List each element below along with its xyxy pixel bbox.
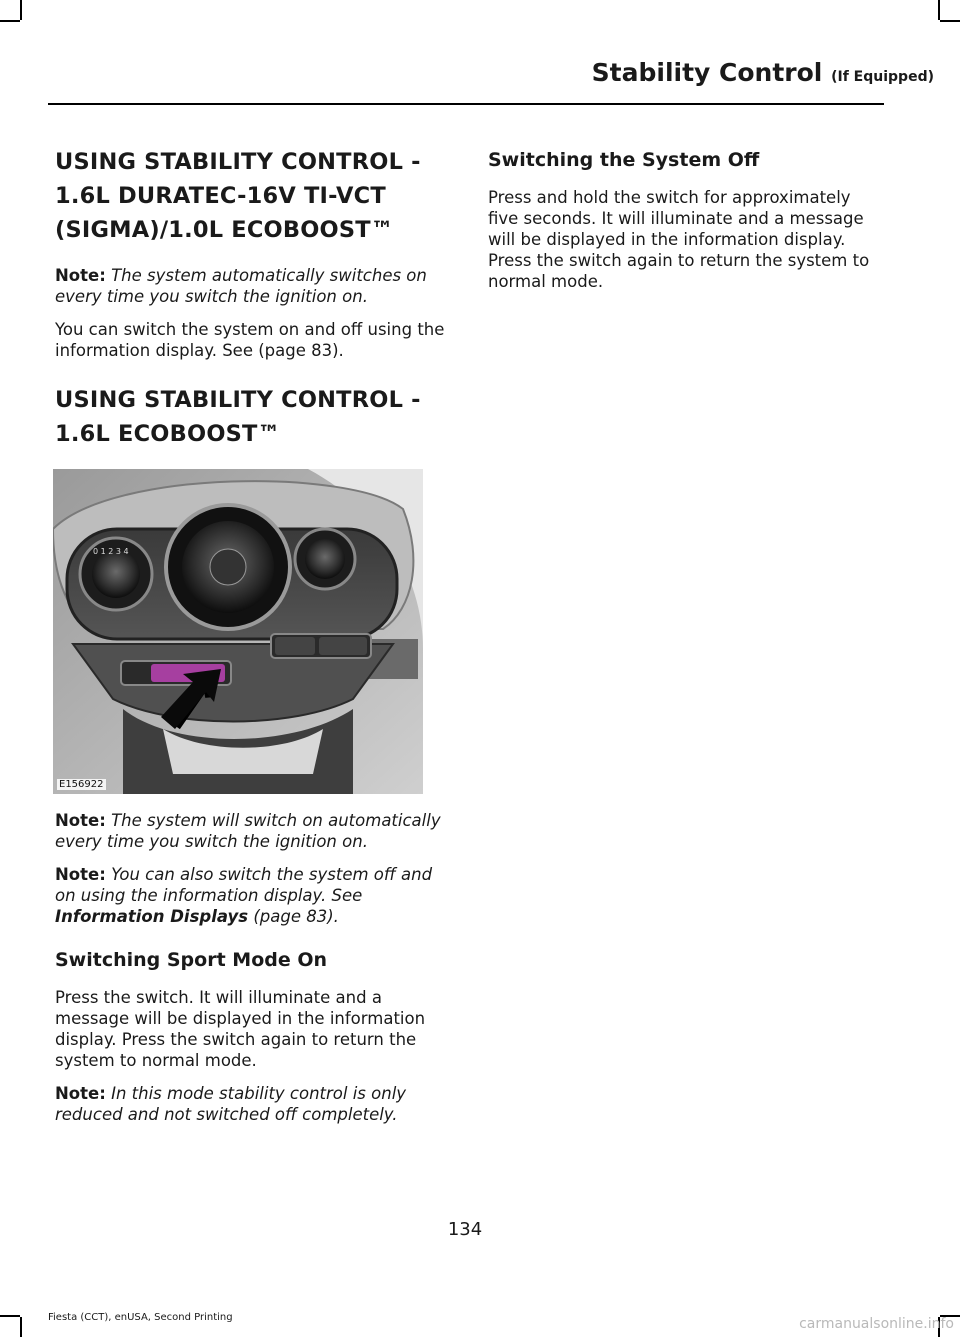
watermark: carmanualsonline.info [799,1316,954,1332]
note-auto-on [55,265,450,307]
information-displays-link[interactable]: Information Displays [55,907,249,926]
section-heading-system-off: Switching the System Off [488,149,760,171]
note-switch-on [55,810,450,852]
crop-mark-top-left-h [0,20,20,22]
left-column [55,145,450,1137]
note-info-display [55,864,450,927]
section-heading-sport-mode: Switching Sport Mode On [55,949,328,971]
note-text: The system will switch on automatically every time you switch the ignition on. [55,811,441,851]
page-number: 134 [447,1219,483,1240]
crop-mark-top-left-v [20,0,22,20]
page-reference: (page 83). [253,907,339,926]
note-text: In this mode stability control is only reduced and not switched off completely. [55,1084,407,1124]
crop-mark-top-right-v [938,0,940,20]
crop-mark-bottom-left-v [20,1317,22,1337]
note-label: Note: [55,865,106,884]
note-label: Note: [55,811,106,830]
dashboard-illustration [53,469,423,794]
svg-text:0 1 2 3 4: 0 1 2 3 4 [93,547,129,556]
note-label: Note: [55,1084,106,1103]
crop-mark-top-right-h [940,20,960,22]
paragraph-info-display: You can switch the system on and off using the information display. See (page 83). [55,320,445,360]
section-heading-ecoboost: USING STABILITY CONTROL - 1.6L ECOBOOST™ [55,387,421,447]
header-rule [48,103,884,105]
footer-edition: Fiesta (CCT), enUSA, Second Printing [48,1312,233,1323]
dashboard-figure [53,469,423,794]
right-column [488,145,883,304]
note-text: The system automatically switches on every time you switch the ignition on. [55,266,427,306]
note-reduced [55,1083,450,1125]
paragraph-sport-mode: Press the switch. It will illuminate and a message will be displayed in the information display. Press the switch again to return the system to normal mode. [55,988,426,1070]
page-header [0,58,934,87]
header-title: Stability Control [591,58,823,87]
section-heading-sigma: USING STABILITY CONTROL - 1.6L DURATEC-16V TI-VCT (SIGMA)/1.0L ECOBOOST™ [55,149,421,243]
figure-code: E156922 [59,779,104,790]
header-subtitle: (If Equipped) [831,69,934,85]
crop-mark-bottom-left-h [0,1315,20,1317]
paragraph-system-off: Press and hold the switch for approximately five seconds. It will illuminate and a message will be displayed in the information display. Press the switch again to return the system to normal mode. [488,188,870,291]
note-label: Note: [55,266,106,285]
note-text: You can also switch the system off and on using the information display. See [55,865,433,905]
